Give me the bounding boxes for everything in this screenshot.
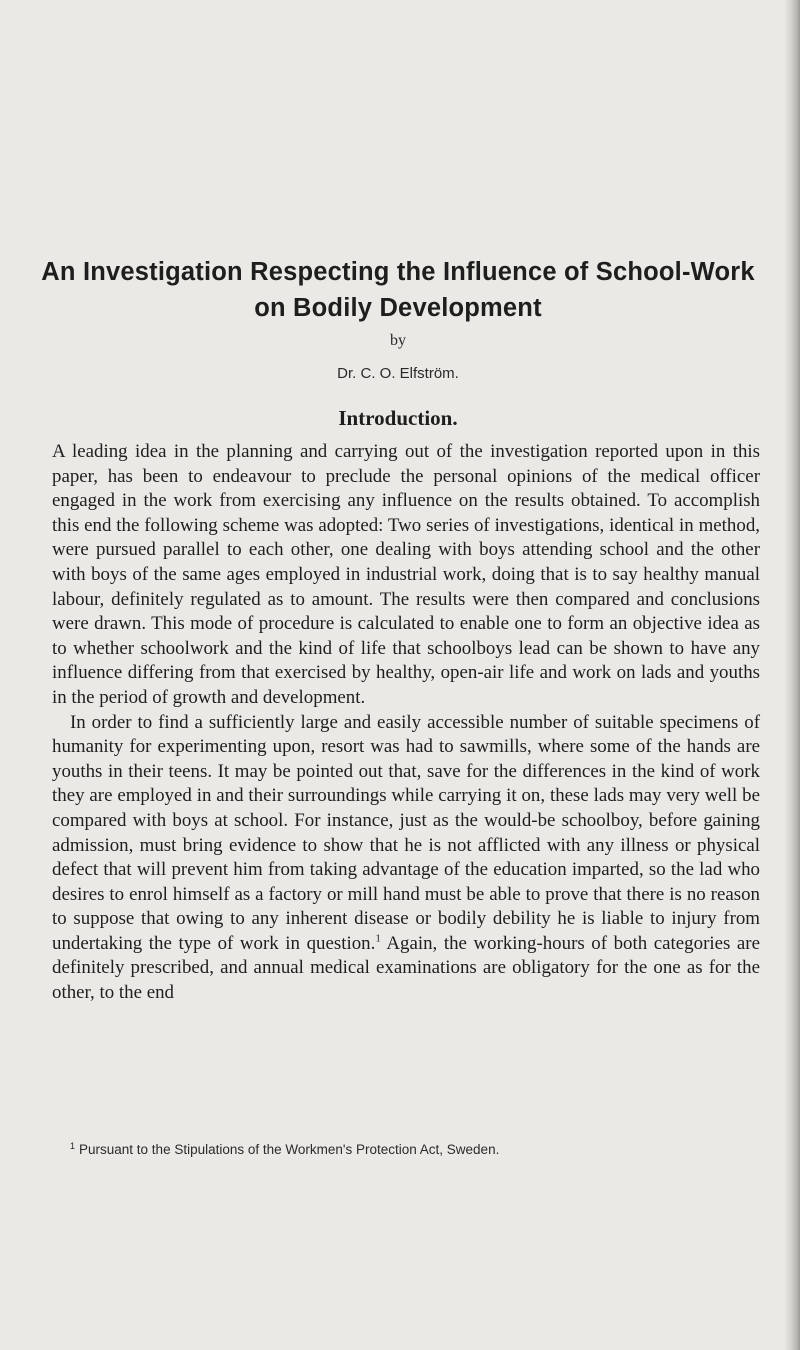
page-edge-shadow [784,0,800,1350]
footnote-reference[interactable]: 1 [375,932,381,945]
byline: by [390,332,406,349]
article-body [52,440,760,1006]
paragraph-2 [52,711,760,1006]
footnote-text: Pursuant to the Stipulations of the Workmen's Protection Act, Sweden. [79,1142,500,1157]
paragraph-2-continuation: Again, the working-hours of both categories are definitely prescribed, and annual medical examinations are obligatory for the one as for the other, to the end [52,932,760,1004]
footnote [52,1141,760,1159]
paragraph-1: A leading idea in the planning and carrying out of the investigation reported upon in this paper, has been to endeavour to preclude the personal opinions of the medical officer engaged in the work from exercising any influence on the results obtained. To accomplish this end the following scheme was adopted: Two series of investigations, identical in method, were pursued parallel to each other, one dealing with boys attending school and the other with boys of the same ages employed in industrial work, doing that is to say healthy manual labour, definitely regulated as to amount. The results were then compared and conclusions were drawn. This mode of procedure is calculated to enable one to form an objective idea as to whether schoolwork and the kind of life that schoolboys lead can be shown to have any influence differing from that exercised by healthy, open-air life and work on lads and youths in the period of growth and development. [52,441,760,708]
footnote-mark: 1 [70,1140,76,1151]
article-title: An Investigation Respecting the Influence of School-Work on Bodily Development [41,258,755,322]
section-heading: Introduction. [338,406,458,430]
footnote-row [52,1141,760,1159]
author-name: Dr. C. O. Elfström. [337,365,459,382]
paragraph-2-text: In order to find a sufficiently large and easily accessible number of suitable specimens of humanity for experimenting upon, resort was had to sawmills, where some of the hands are youths in their teens. It may be pointed out that, save for the differences in the kind of work they are employed in and their surroundings while carrying it on, these lads may very well be compared with boys at school. For instance, just as the would-be schoolboy, before gaining admission, must bring evidence to show that he is not afflicted with any illness or physical defect that will prevent him from taking advantage of the education imparted, so the lad who desires to enrol himself as a factory or mill hand must be able to prove that there is no reason to suppose that owing to any inherent disease or bodily debility he is liable to injury from undertaking the type of work in question. [52,711,760,954]
